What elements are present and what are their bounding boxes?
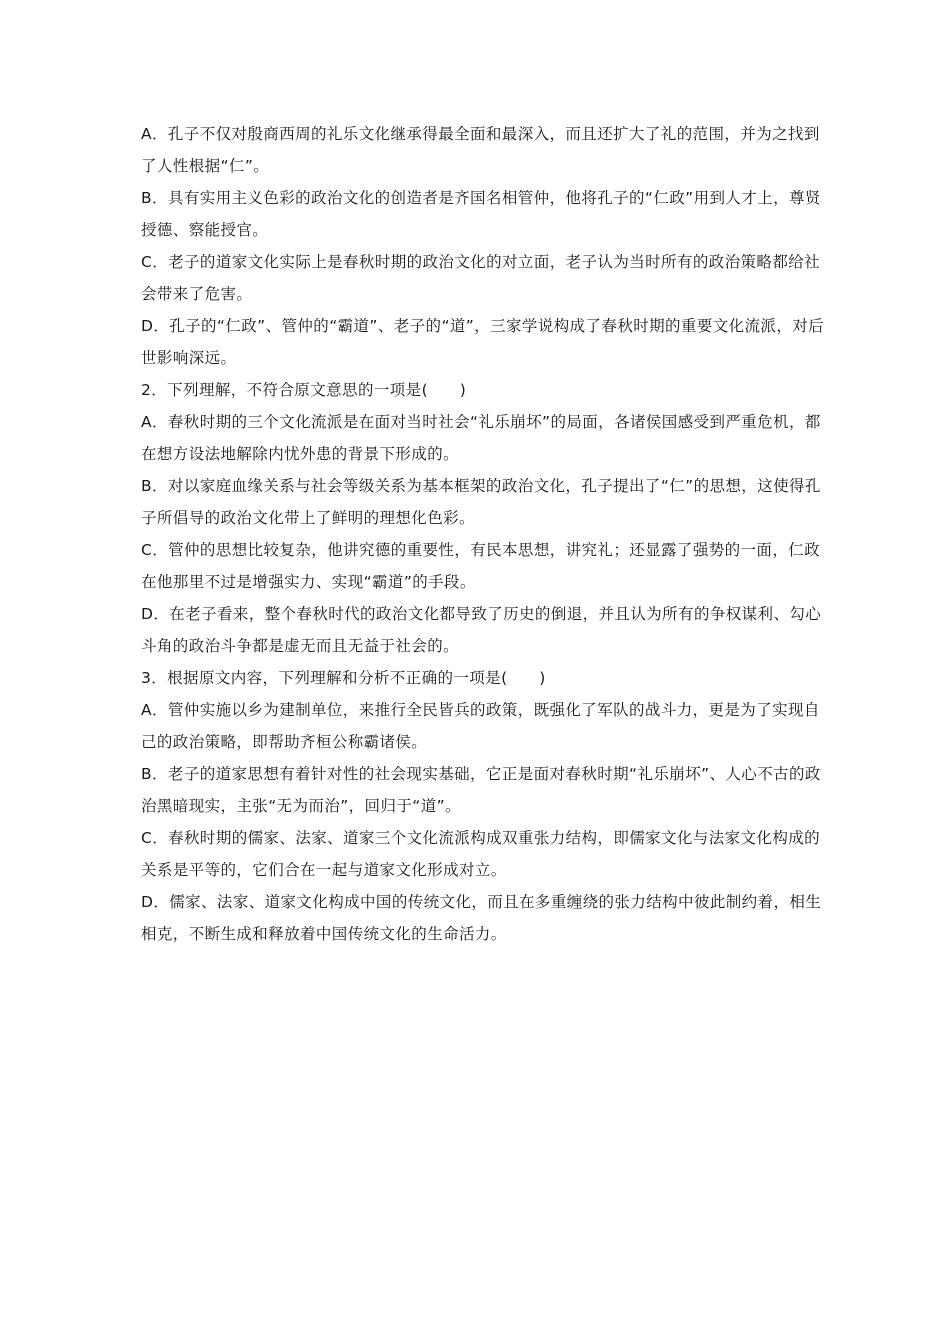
q3-option-d: D．儒家、法家、道家文化构成中国的传统文化，而且在多重缠绕的张力结构中彼此制约着，相生相克，不断生成和释放着中国传统文化的生命活力。 bbox=[141, 893, 822, 943]
q1-option-d: D．孔子的“仁政”、管仲的“霸道”、老子的“道”，三家学说构成了春秋时期的重要文化流派，对后世影响深远。 bbox=[141, 317, 825, 367]
q2-option-d: D．在老子看来，整个春秋时代的政治文化都导致了历史的倒退，并且认为所有的争权谋利、勾心斗角的政治斗争都是虚无而且无益于社会的。 bbox=[141, 605, 822, 655]
q3-option-a: A．管仲实施以乡为建制单位，来推行全民皆兵的政策，既强化了军队的战斗力，更是为了实现自己的政治策略，即帮助齐桓公称霸诸侯。 bbox=[141, 701, 820, 751]
q2-option-c: C．管仲的思想比较复杂，他讲究德的重要性，有民本思想，讲究礼；还显露了强势的一面，仁政在他那里不过是增强实力、实现“霸道”的手段。 bbox=[141, 541, 821, 591]
q2-option-a: A．春秋时期的三个文化流派是在面对当时社会“礼乐崩坏”的局面，各诸侯国感受到严重危机，都在想方设法地解除内忧外患的背景下形成的。 bbox=[141, 413, 821, 463]
q3-stem: 3．根据原文内容，下列理解和分析不正确的一项是( ) bbox=[141, 669, 546, 687]
page-content bbox=[141, 118, 831, 950]
q2-option-b: B．对以家庭血缘关系与社会等级关系为基本框架的政治文化，孔子提出了“仁”的思想，这使得孔子所倡导的政治文化带上了鲜明的理想化色彩。 bbox=[141, 477, 821, 527]
q3-option-b: B．老子的道家思想有着针对性的社会现实基础，它正是面对春秋时期“礼乐崩坏”、人心不古的政治黑暗现实，主张“无为而治”，回归于“道”。 bbox=[141, 765, 821, 815]
q2-stem: 2．下列理解，不符合原文意思的一项是( ) bbox=[141, 381, 467, 399]
q1-option-a: A．孔子不仅对殷商西周的礼乐文化继承得最全面和最深入，而且还扩大了礼的范围，并为之找到了人性根据“仁”。 bbox=[141, 125, 820, 175]
q1-option-c: C．老子的道家文化实际上是春秋时期的政治文化的对立面，老子认为当时所有的政治策略都给社会带来了危害。 bbox=[141, 253, 821, 303]
q3-option-c: C．春秋时期的儒家、法家、道家三个文化流派构成双重张力结构，即儒家文化与法家文化构成的关系是平等的，它们合在一起与道家文化形成对立。 bbox=[141, 829, 821, 879]
q1-option-b: B．具有实用主义色彩的政治文化的创造者是齐国名相管仲，他将孔子的“仁政”用到人才上，尊贤授德、察能授官。 bbox=[141, 189, 821, 239]
